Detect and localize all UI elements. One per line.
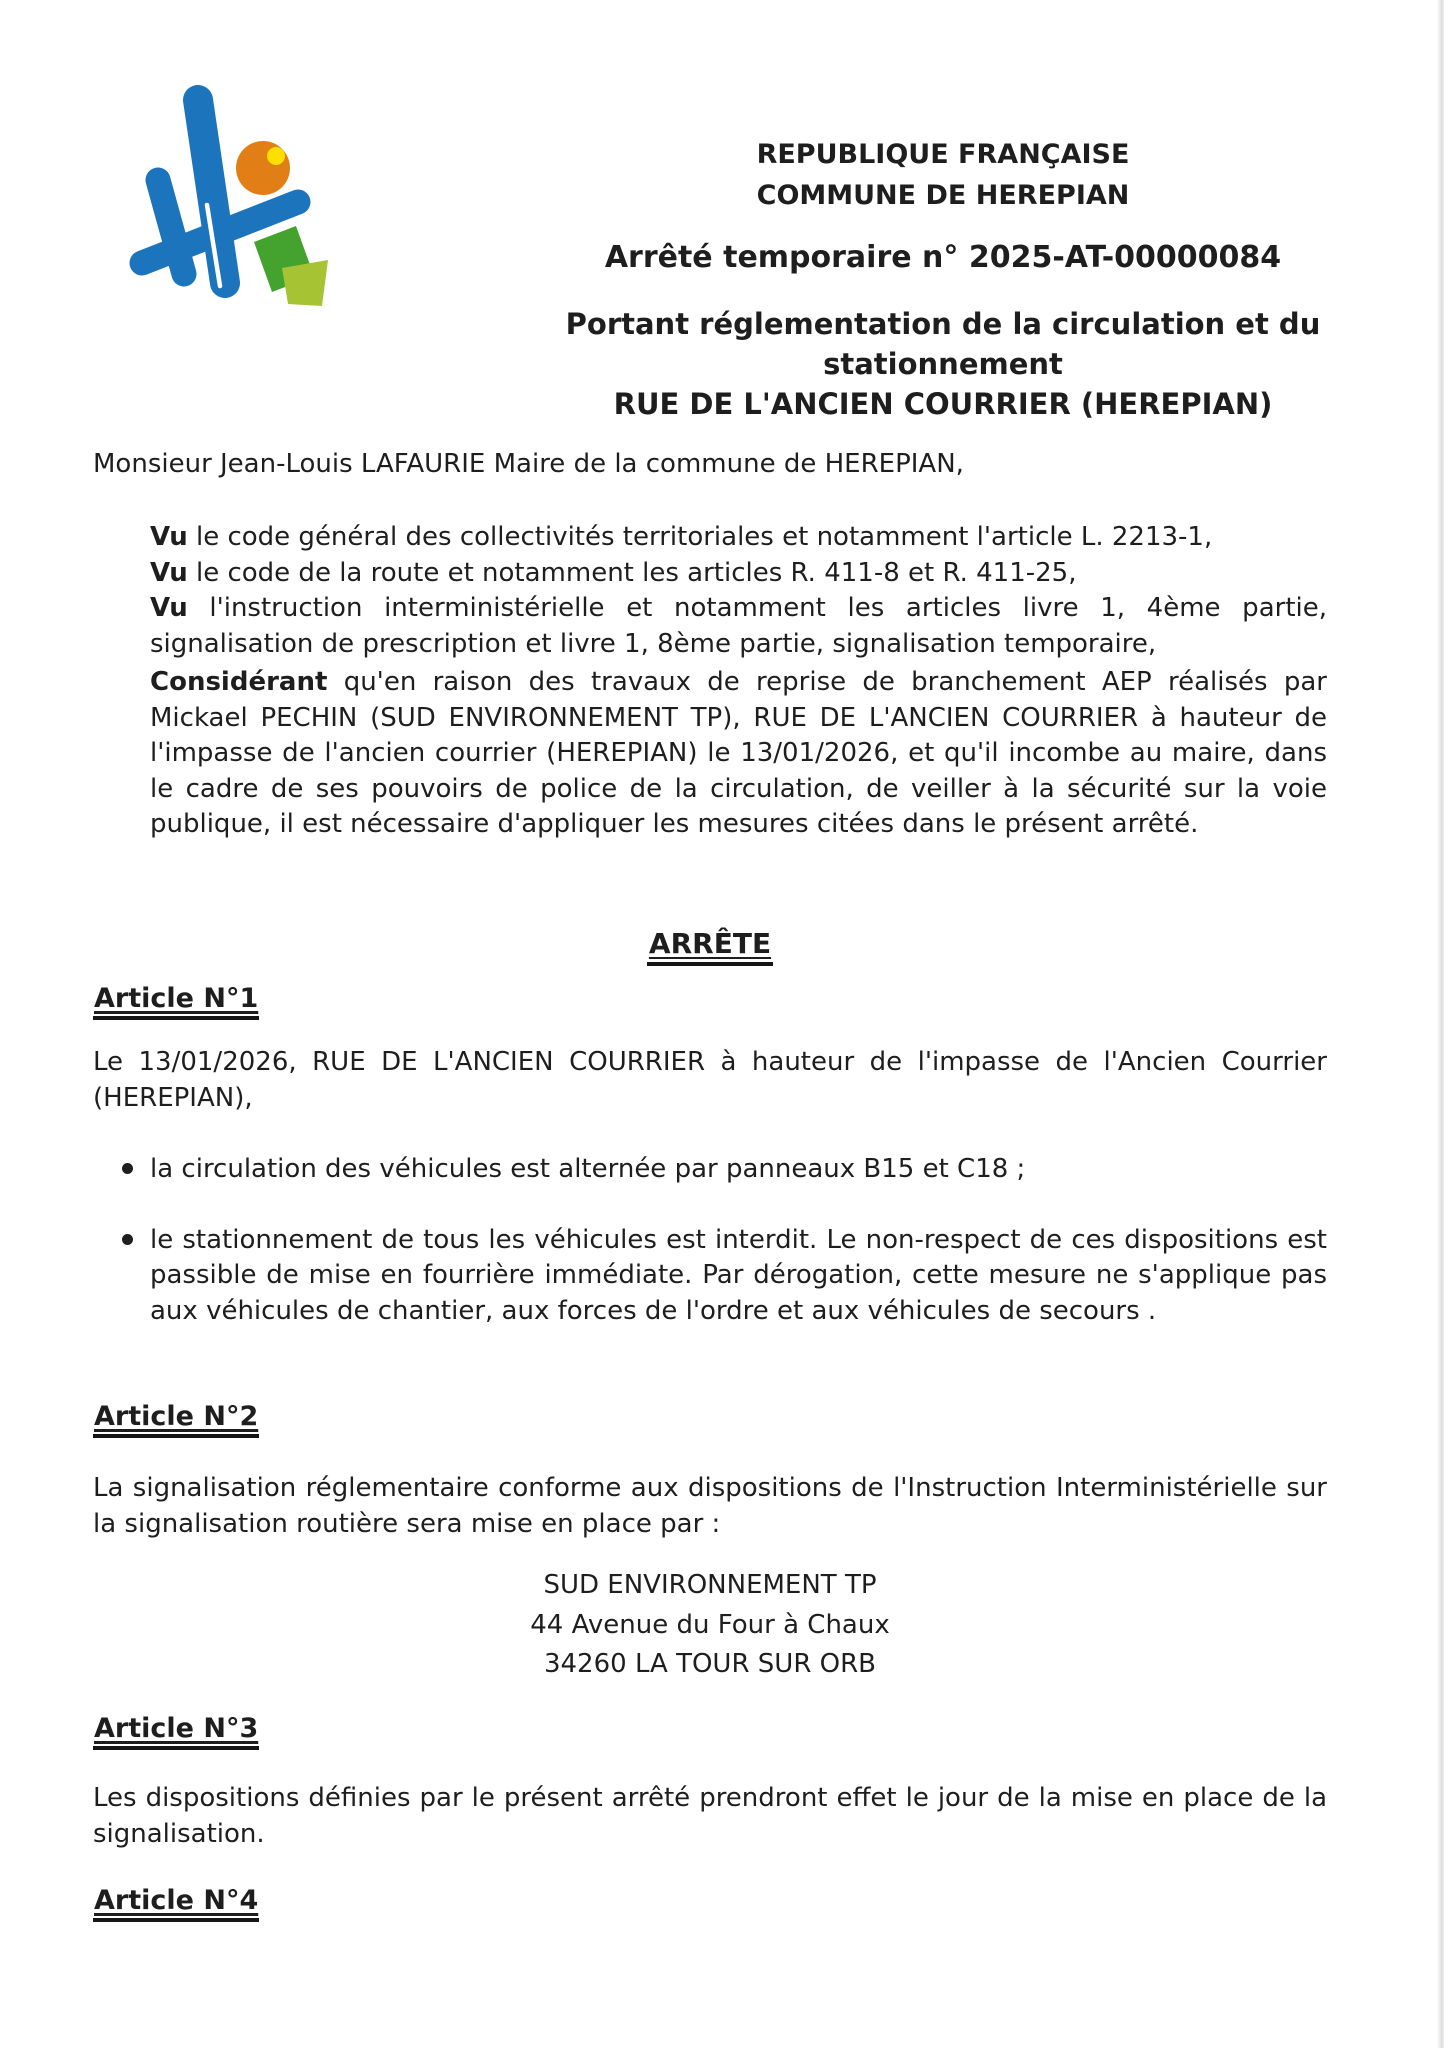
decree-heading-row [93,927,1327,966]
article-1-intro: Le 13/01/2026, RUE DE L'ANCIEN COURRIER à hauteur de l'impasse de l'Ancien Courrier (HEREPIAN), [93,1047,1327,1113]
decree-number: Arrêté temporaire n° 2025-AT-00000084 [604,240,1282,275]
contractor-address-block [93,1566,1327,1685]
header-republic-line: REPUBLIQUE FRANÇAISE [756,139,1130,170]
bullet-item-circulation: la circulation des véhicules est alternée par panneaux B15 et C18 ; [118,1152,1327,1188]
article-2-title: Article N°2 [93,1401,259,1438]
decree-street: RUE DE L'ANCIEN COURRIER (HEREPIAN) [613,387,1273,421]
recital-lead: Vu [150,522,188,552]
bullet-item-stationnement: le stationnement de tous les véhicules est interdit. Le non-respect de ces dispositions est passible de mise en fourrière immédiate. Par dérogation, cette mesure ne s'applique pas aux véhicules de chantier, aux forces de l'ordre et aux véhicules de secours . [118,1223,1327,1330]
logo-sun-highlight [267,147,285,165]
contractor-street: 44 Avenue du Four à Chaux [530,1609,890,1640]
article-1-title-row [93,983,259,1020]
recital-vu-2 [150,556,1327,592]
decree-heading: ARRÊTE [647,927,773,966]
recital-text: le code de la route et notamment les articles R. 411-8 et R. 411-25, [187,557,1077,588]
commune-logo-icon [106,80,334,328]
recital-lead: Vu [150,593,188,623]
article-4-title: Article N°4 [93,1885,259,1922]
scan-edge-artifact [1437,0,1444,2048]
article-3-title-row [93,1713,259,1750]
article-3-title: Article N°3 [93,1713,259,1750]
intro-line: Monsieur Jean-Louis LAFAURIE Maire de la commune de HEREPIAN, [93,449,964,479]
article-3-body: Les dispositions définies par le présent arrêté prendront effet le jour de la mise en place de la signalisation. [93,1783,1327,1849]
recital-text: le code général des collectivités territoriales et notamment l'article L. 2213-1, [187,522,1213,552]
contractor-city: 34260 LA TOUR SUR ORB [543,1649,877,1679]
logo-sun [236,141,290,195]
document-header [548,134,1338,424]
article-4-title-row [93,1885,259,1922]
contractor-name: SUD ENVIRONNEMENT TP [543,1570,877,1600]
article-1-bullet-list [118,1152,1327,1329]
recital-lead: Vu [150,557,188,588]
header-commune-line: COMMUNE DE HEREPIAN [756,180,1130,211]
article-1-title: Article N°1 [93,983,259,1020]
decree-subject: Portant réglementation de la circulation et du stationnement [565,307,1321,381]
recitals-block [150,520,1327,843]
commune-logo [106,80,334,332]
logo-lime-field [282,260,328,306]
recital-vu-1 [150,520,1327,556]
recital-vu-3 [150,591,1327,662]
recital-text: l'instruction interministérielle et notamment les articles livre 1, 4ème partie, signalisation de prescription et livre 1, 8ème partie, signalisation temporaire, [150,593,1327,659]
article-2-title-row [93,1401,259,1438]
recital-text: qu'en raison des travaux de reprise de branchement AEP réalisés par Mickael PECHIN (SUD ENVIRONNEMENT TP), RUE DE L'ANCIEN COURRIER à hauteur de l'impasse de l'ancien courrier (HEREPIAN) le 13/01/2026, et qu'il incombe au maire, dans le cadre de ses pouvoirs de police de la circulation, de veiller à la sécurité sur la voie publique, il est nécessaire d'appliquer les mesures citées dans le présent arrêté. [150,667,1327,839]
article-2-body: La signalisation réglementaire conforme aux dispositions de l'Instruction Interministérielle sur la signalisation routière sera mise en place par : [93,1473,1327,1539]
recital-lead: Considérant [150,667,328,697]
recital-considerant [150,665,1327,843]
